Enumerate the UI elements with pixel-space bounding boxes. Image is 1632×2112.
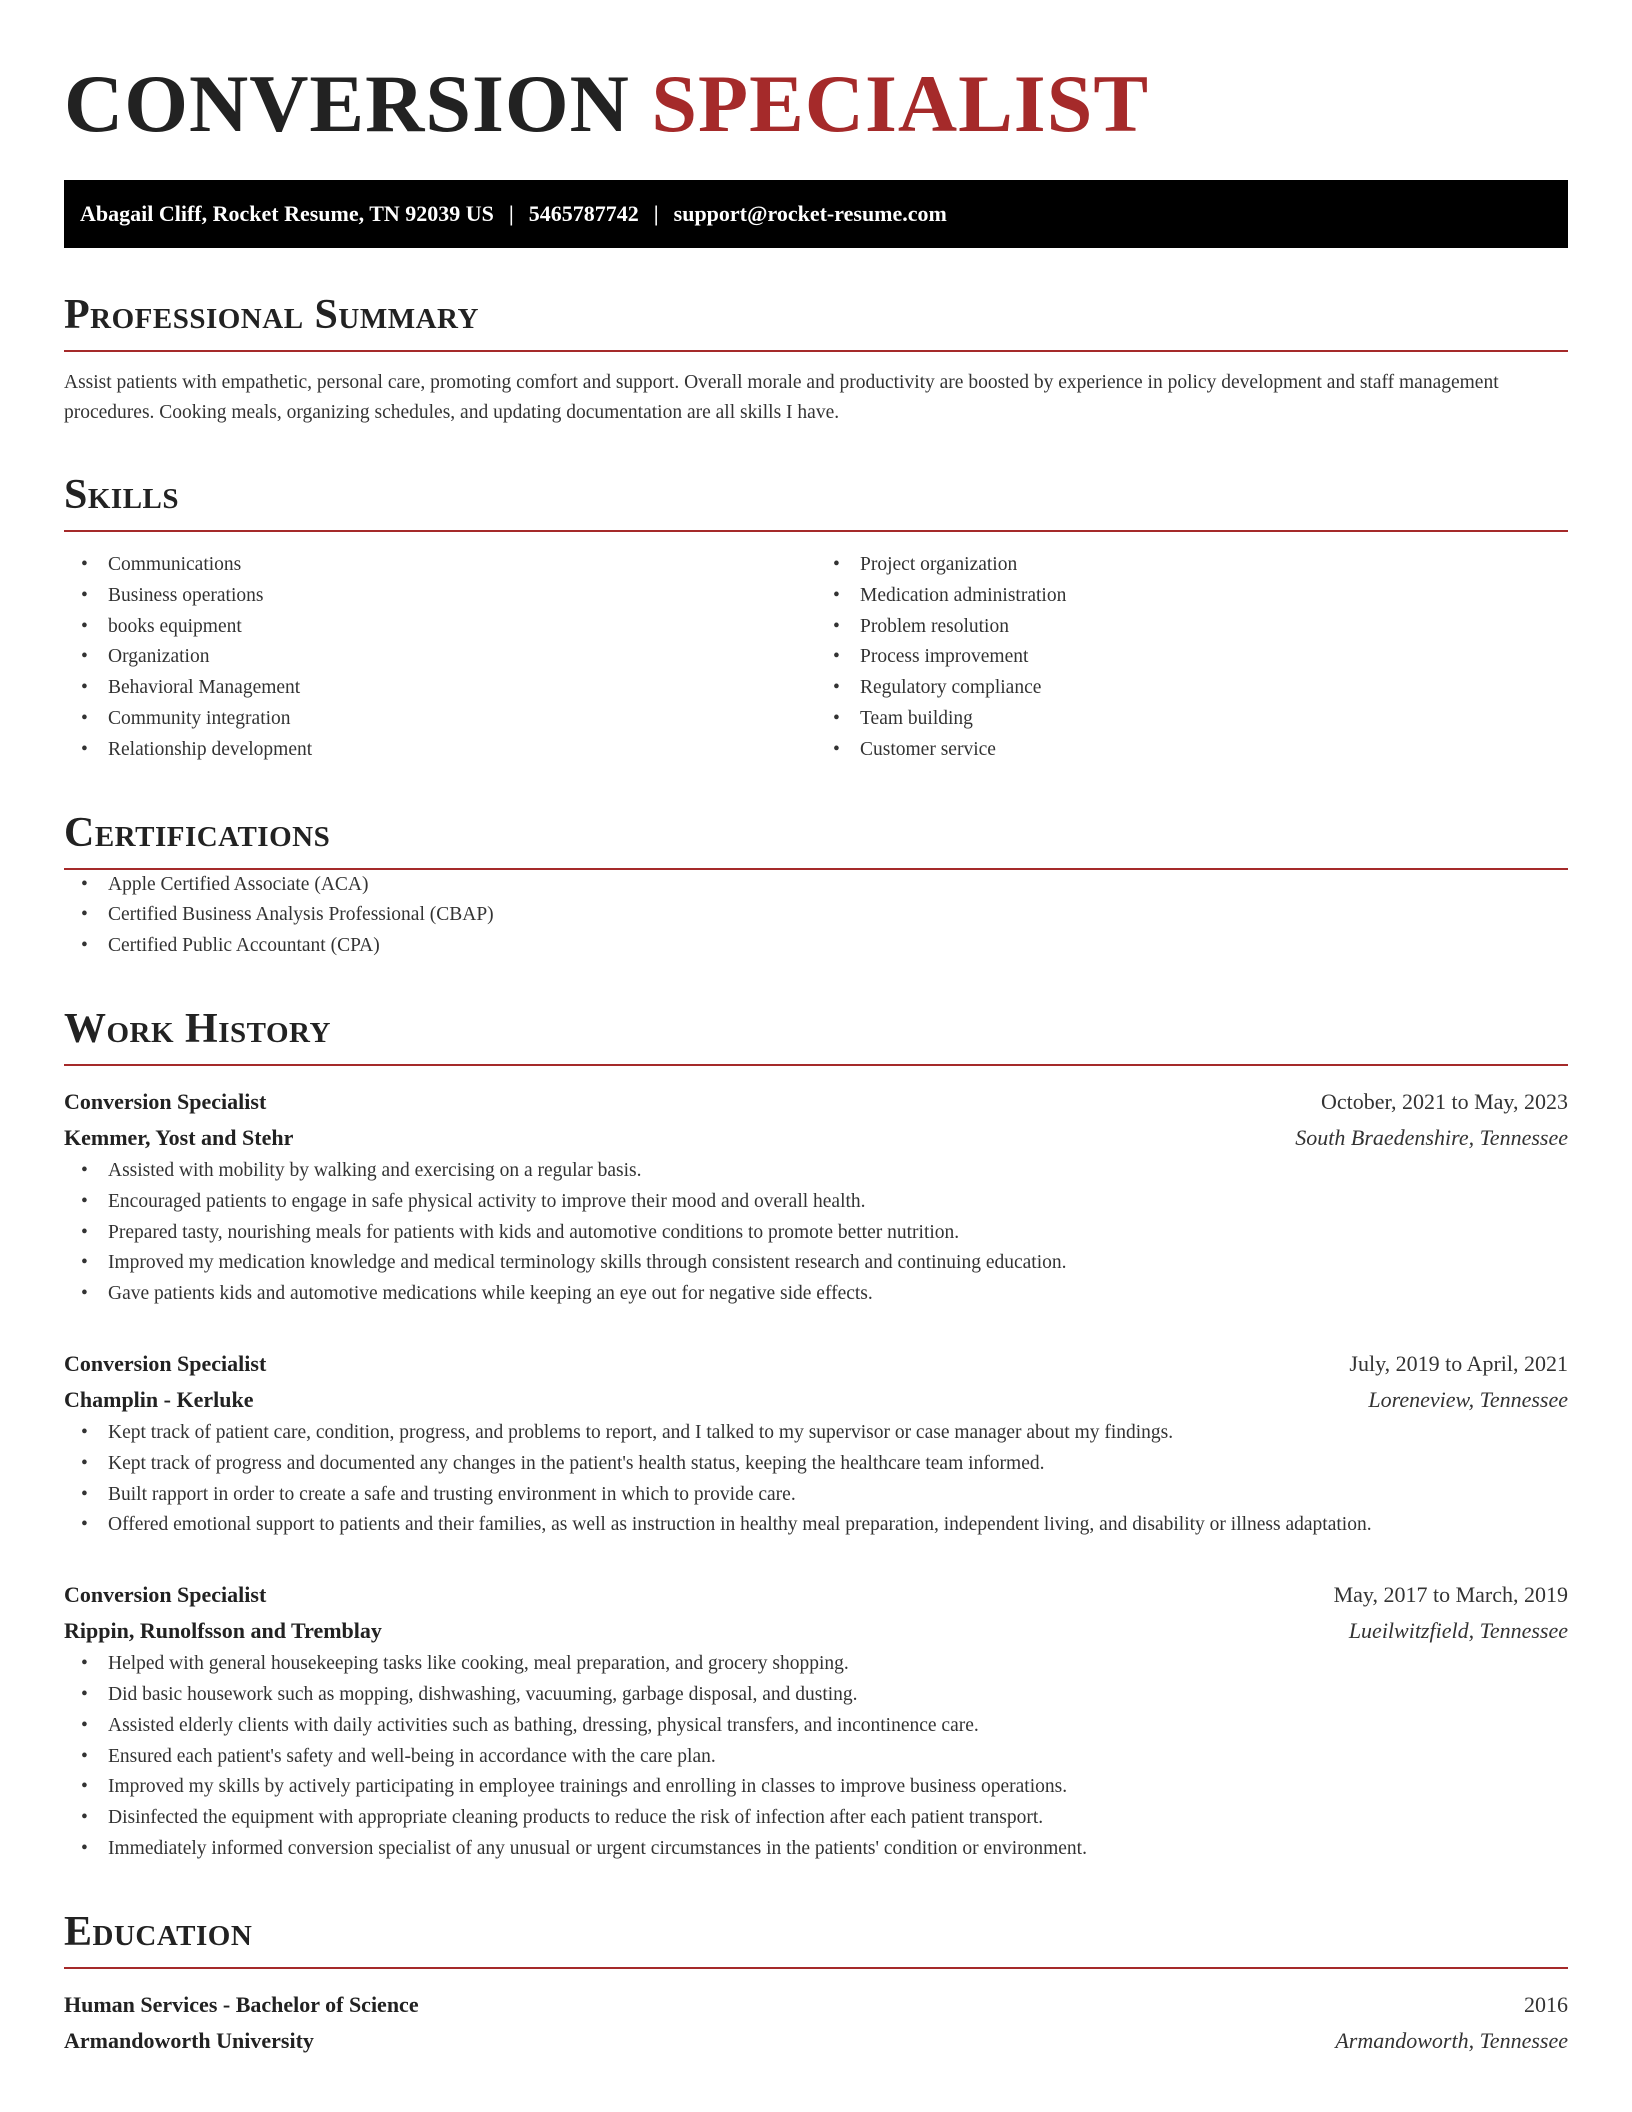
- work-history-heading: Work History: [64, 1006, 1568, 1066]
- job-title-row: [64, 1577, 1568, 1613]
- job-title-row: [64, 1346, 1568, 1382]
- job-company: Champlin - Kerluke: [64, 1386, 254, 1412]
- skill-item: • Project organization: [816, 550, 1568, 581]
- job-duties: [64, 1649, 1568, 1865]
- skill-item: • Customer service: [816, 735, 1568, 766]
- job-duty: • Helped with general housekeeping tasks like cooking, meal preparation, and grocery shopping.: [64, 1649, 1568, 1680]
- certifications-section: [64, 810, 1568, 962]
- education-section: [64, 1909, 1568, 2059]
- job-entry: [64, 1577, 1568, 1865]
- job-company: Kemmer, Yost and Stehr: [64, 1124, 294, 1150]
- job-duty: • Encouraged patients to engage in safe physical activity to improve their mood and overall health.: [64, 1187, 1568, 1218]
- job-duty: • Kept track of patient care, condition, progress, and problems to report, and I talked to my supervisor or case manager about my findings.: [64, 1418, 1568, 1449]
- education-degree-row: [64, 1987, 1568, 2023]
- education-location: Armandoworth, Tennessee: [1335, 2027, 1568, 2053]
- job-duties: [64, 1418, 1568, 1541]
- job-duty: • Prepared tasty, nourishing meals for patients with kids and automotive conditions to promote better nutrition.: [64, 1218, 1568, 1249]
- contact-bar: [64, 180, 1568, 248]
- contact-address: Abagail Cliff, Rocket Resume, TN 92039 US: [80, 201, 494, 226]
- certifications-heading: Certifications: [64, 810, 1568, 870]
- skill-item: • Communications: [64, 550, 816, 581]
- skill-item: • Community integration: [64, 704, 816, 735]
- job-title: Conversion Specialist: [64, 1582, 267, 1608]
- job-duties: [64, 1156, 1568, 1310]
- skill-item: • Team building: [816, 704, 1568, 735]
- job-company-row: [64, 1382, 1568, 1418]
- skills-heading: Skills: [64, 472, 1568, 532]
- summary-heading: Professional Summary: [64, 292, 1568, 352]
- job-title: Conversion Specialist: [64, 1350, 267, 1376]
- certification-item: • Apple Certified Associate (ACA): [64, 870, 1568, 901]
- job-duty: • Offered emotional support to patients and their families, as well as instruction in healthy meal preparation, independent living, and disability or illness adaptation.: [64, 1510, 1568, 1541]
- skill-item: • Medication administration: [816, 581, 1568, 612]
- certifications-list: [64, 870, 1568, 962]
- job-company: Rippin, Runolfsson and Tremblay: [64, 1618, 382, 1644]
- skill-item: • Organization: [64, 642, 816, 673]
- job-location: Lueilwitzfield, Tennessee: [1348, 1618, 1568, 1644]
- skill-item: • Behavioral Management: [64, 673, 816, 704]
- contact-separator: |: [653, 201, 659, 226]
- education-school: Armandoworth University: [64, 2027, 314, 2053]
- contact-phone: 5465787742: [528, 201, 639, 226]
- education-school-row: [64, 2023, 1568, 2059]
- job-title-row: [64, 1084, 1568, 1120]
- certification-item: • Certified Public Accountant (CPA): [64, 931, 1568, 962]
- resume-title: [64, 58, 1568, 150]
- title-part-2: SPECIALIST: [651, 58, 1150, 149]
- job-company-row: [64, 1120, 1568, 1156]
- job-location: South Braedenshire, Tennessee: [1295, 1124, 1568, 1150]
- job-entry: [64, 1346, 1568, 1541]
- job-duty: • Immediately informed conversion specialist of any unusual or urgent circumstances in the patients' condition or environment.: [64, 1834, 1568, 1865]
- education-heading: Education: [64, 1909, 1568, 1969]
- summary-section: [64, 292, 1568, 428]
- title-part-1: CONVERSION: [64, 58, 630, 149]
- job-duty: • Improved my medication knowledge and medical terminology skills through consistent research and continuing education.: [64, 1248, 1568, 1279]
- education-year: 2016: [1524, 1991, 1568, 2017]
- job-title: Conversion Specialist: [64, 1088, 267, 1114]
- job-dates: October, 2021 to May, 2023: [1321, 1088, 1568, 1114]
- skill-item: • Relationship development: [64, 735, 816, 766]
- job-duty: • Ensured each patient's safety and well-being in accordance with the care plan.: [64, 1742, 1568, 1773]
- skill-item: • Process improvement: [816, 642, 1568, 673]
- job-duty: • Kept track of progress and documented any changes in the patient's health status, keeping the healthcare team informed.: [64, 1449, 1568, 1480]
- certification-item: • Certified Business Analysis Professional (CBAP): [64, 900, 1568, 931]
- job-duty: • Did basic housework such as mopping, dishwashing, vacuuming, garbage disposal, and dusting.: [64, 1680, 1568, 1711]
- summary-text: Assist patients with empathetic, personal care, promoting comfort and support. Overall morale and productivity are boosted by experience in policy development and staff management procedures. Cooking meals, organizing schedules, and updating documentation are all skills I have.: [64, 372, 1499, 423]
- skill-item: • Business operations: [64, 581, 816, 612]
- job-duty: • Built rapport in order to create a safe and trusting environment in which to provide care.: [64, 1480, 1568, 1511]
- education-degree: Human Services - Bachelor of Science: [64, 1991, 419, 2017]
- contact-separator: |: [508, 201, 514, 226]
- skill-item: • books equipment: [64, 612, 816, 643]
- work-history-section: [64, 1006, 1568, 1865]
- job-duty: • Gave patients kids and automotive medications while keeping an eye out for negative side effects.: [64, 1279, 1568, 1310]
- job-entry: [64, 1084, 1568, 1310]
- job-dates: July, 2019 to April, 2021: [1349, 1350, 1568, 1376]
- job-location: Loreneview, Tennessee: [1368, 1386, 1568, 1412]
- skill-item: • Regulatory compliance: [816, 673, 1568, 704]
- skill-item: • Problem resolution: [816, 612, 1568, 643]
- skills-columns: [64, 550, 1568, 766]
- job-dates: May, 2017 to March, 2019: [1333, 1582, 1568, 1608]
- job-company-row: [64, 1613, 1568, 1649]
- skills-list-left: [64, 550, 816, 766]
- job-duty: • Assisted elderly clients with daily activities such as bathing, dressing, physical transfers, and incontinence care.: [64, 1711, 1568, 1742]
- skills-section: [64, 472, 1568, 766]
- contact-email: support@rocket-resume.com: [673, 201, 947, 226]
- education-entry: [64, 1987, 1568, 2059]
- skills-list-right: [816, 550, 1568, 766]
- job-duty: • Disinfected the equipment with appropriate cleaning products to reduce the risk of infection after each patient transport.: [64, 1803, 1568, 1834]
- job-duty: • Assisted with mobility by walking and exercising on a regular basis.: [64, 1156, 1568, 1187]
- job-duty: • Improved my skills by actively participating in employee trainings and enrolling in classes to improve business operations.: [64, 1772, 1568, 1803]
